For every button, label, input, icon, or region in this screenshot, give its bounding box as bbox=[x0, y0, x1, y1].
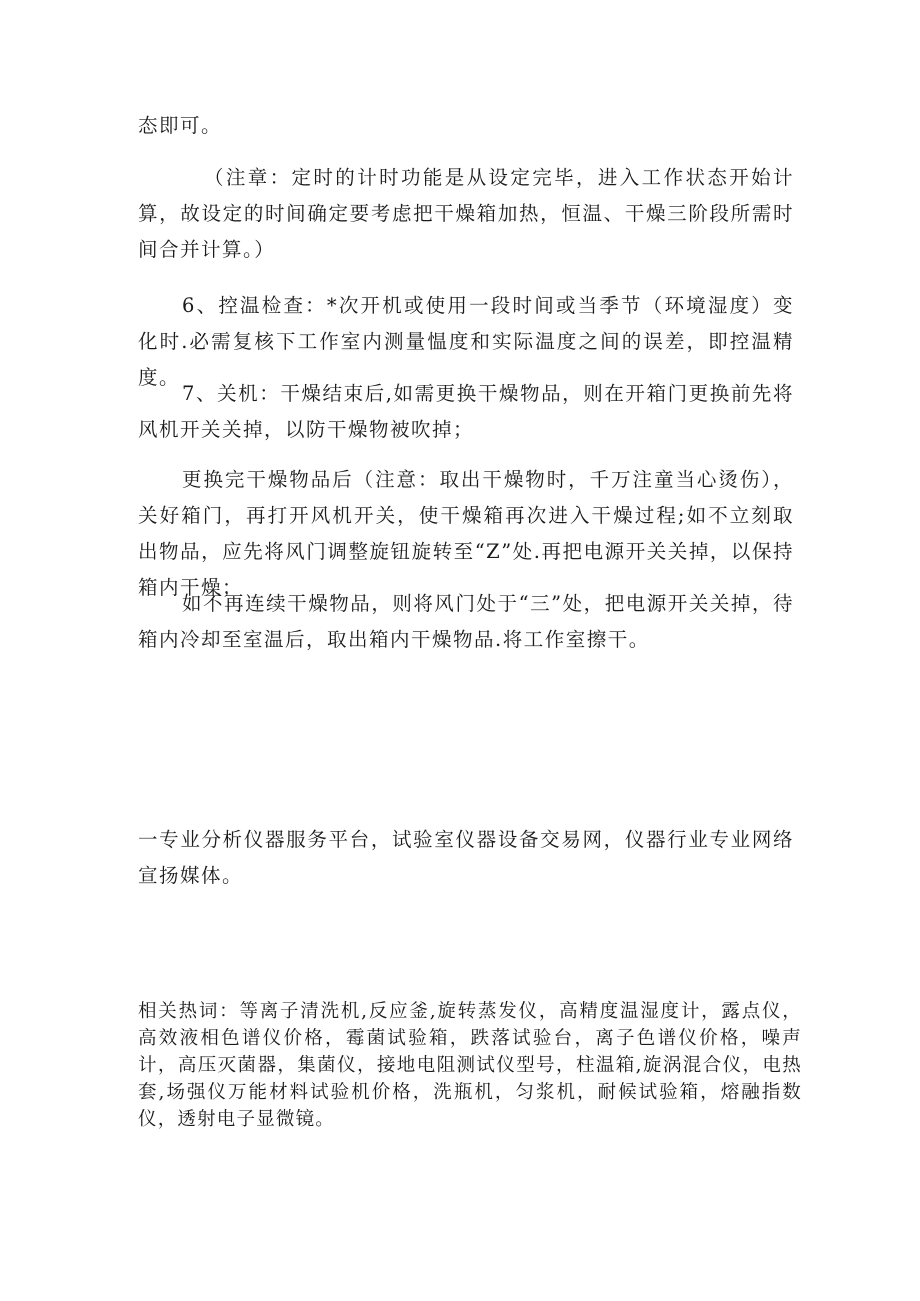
paragraph-related-keywords: 相关热词：等离子清洗机,反应釜,旋转蒸发仪，高精度温湿度计，露点仪，高效液相色谱仪价格，霉菌试验箱，跌落试验台，离子色谱仪价格，噪声计，高压灭菌器，集菌仪，接地电阻测试仪型号，柱温箱,旋涡混合仪，电热套,场强仪万能材料试验机价格，洗瓶机，匀浆机，耐候试验箱，熔融指数仪，透射电子显微镜。 bbox=[138, 1001, 802, 1130]
paragraph-timer-note: （注章：定时的计时功能是从设定完毕，进入工作状态开始计算，故设定的时间确定要考虑把干燥箱加热，恒温、干燥三阶段所需时间合并计算。） bbox=[138, 166, 794, 261]
paragraph-shutdown: 7、关机：干燥结束后,如需更换干燥物品，则在开箱门更换前先将风机开关关掉，以防干燥物被吹掉； bbox=[138, 382, 794, 441]
paragraph-state-continuation: 态即可。 bbox=[138, 114, 223, 137]
paragraph-temperature-check: 6、控温检查：*次开机或使用一段时间或当季节（环境湿度）变化时.必需复核下工作室内测量愠度和实际温度之间的误差，即控温精度。 bbox=[138, 294, 794, 389]
paragraph-stop-drying: 如不再连续干燥物品，则将风门处于“三”处，把电源开关关掉，待箱内冷却至室温后，取出箱内干燥物品.将工作室擦干。 bbox=[138, 592, 794, 651]
paragraph-platform-description: 一专业分析仪器服务平台，试验室仪器设备交易网，仪器行业专业网络宣扬媒体。 bbox=[138, 828, 794, 887]
paragraph-replace-items: 更换完干燥物品后（注意：取出干燥物时，千万注童当心烫伤），关好箱门，再打开风机开关，使干燥箱再次进入干燥过程;如不立刻取出物品，应先将风门调整旋钮旋转至“Z”处.再把电源开关关掉，以保持箱内干燥； bbox=[138, 468, 794, 599]
